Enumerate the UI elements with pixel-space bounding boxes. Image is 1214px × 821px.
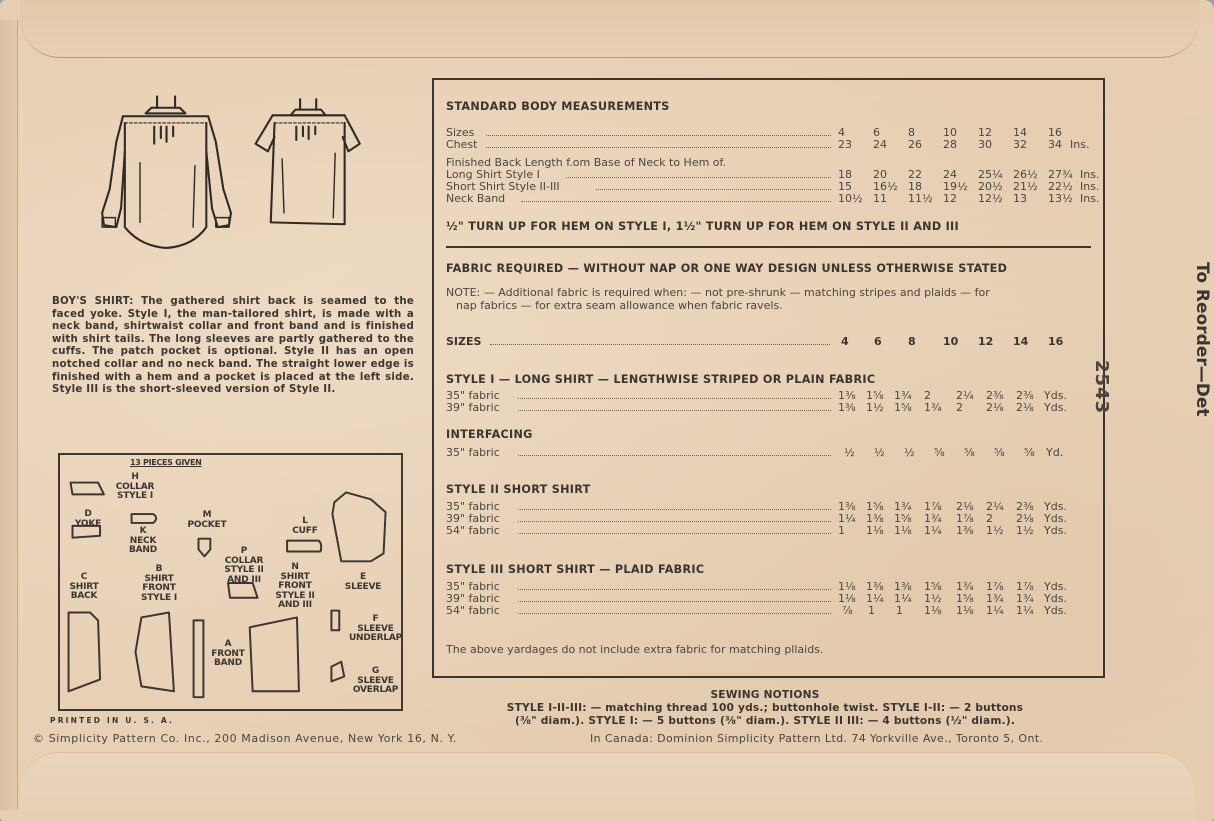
hem-note: ½" TURN UP FOR HEM ON STYLE I, 1½" TURN UP FOR HEM ON STYLE II AND III <box>446 220 959 233</box>
style1-row-35: 35" fabric 1⅜ 1⅝ 1¾ 2 2¼ 2⅜ 2⅜ Yds. <box>446 389 1067 402</box>
shirt-back-illustrations <box>80 85 380 265</box>
piece-label-c: C SHIRT BACK <box>69 572 99 601</box>
long-shirt-row: Long Shirt Style I 18 20 22 24 25¼ 26½ 27¾ Ins. <box>446 168 1100 181</box>
long-sleeve-shirt-drawing <box>102 96 231 248</box>
sizes-row: Sizes 4 6 8 10 12 14 16 <box>446 126 1062 139</box>
piece-label-g: G SLEEVE OVERLAP <box>352 666 399 695</box>
piece-label-p: P COLLAR STYLE II AND III <box>224 546 264 585</box>
neck-band-row: Neck Band 10½ 11 11½ 12 12½ 13 13½ Ins. <box>446 192 1100 205</box>
interfacing-title: INTERFACING <box>446 428 533 441</box>
style3-row-54: 54" fabric ⅞ 1 1 1⅛ 1⅛ 1¼ 1¼ Yds. <box>446 604 1067 617</box>
piece-label-b: B SHIRT FRONT STYLE I <box>140 564 178 603</box>
chest-row: Chest 23 24 26 28 30 32 34 Ins. <box>446 138 1090 151</box>
section-divider <box>446 246 1091 248</box>
style2-row-39: 39" fabric 1¼ 1⅜ 1⅝ 1¾ 1⅞ 2 2⅛ Yds. <box>446 512 1067 525</box>
style3-row-35: 35" fabric 1⅛ 1⅜ 1⅜ 1⅝ 1¾ 1⅞ 1⅞ Yds. <box>446 580 1067 593</box>
body-measurements-title: STANDARD BODY MEASUREMENTS <box>446 100 670 113</box>
envelope-bottom-flap <box>20 752 1195 821</box>
copyright-line: © Simplicity Pattern Co. Inc., 200 Madison Avenue, New York 16, N. Y. <box>33 732 457 745</box>
pattern-pieces-diagram <box>58 453 403 711</box>
sewing-notions <box>440 689 1090 728</box>
sewing-notions-line1: STYLE I-II-III: — matching thread 100 yds.; buttonhole twist. STYLE I-II: — 2 buttons <box>506 702 1024 714</box>
pattern-description: BOY'S SHIRT: The gathered shirt back is seamed to the faced yoke. Style I, the man-tailored shirt, is made with a neck band, shirtwaist collar and front band and is finished with shirt tails. The long sleeves are partly gathered to the cuffs. The patch pocket is optional. Style II has an open notched collar and no neck band. The straight lower edge is finished with a hem and a pocket is placed at the left side. Style III is the short-sleeved version of Style II. <box>52 296 414 396</box>
style1-row-39: 39" fabric 1⅜ 1½ 1⅝ 1¾ 2 2⅛ 2⅛ Yds. <box>446 401 1067 414</box>
back-length-caption: Finished Back Length f.om Base of Neck to Hem of. <box>446 156 727 169</box>
interfacing-row-35: 35" fabric ½ ½ ½ ⅝ ⅝ ⅝ ⅝ Yd. <box>446 446 1064 459</box>
style2-row-35: 35" fabric 1⅜ 1⅝ 1¾ 1⅞ 2⅛ 2¼ 2⅜ Yds. <box>446 500 1067 513</box>
piece-label-n: N SHIRT FRONT STYLE II AND III <box>275 562 315 610</box>
sewing-notions-line2: (⅜" diam.). STYLE I: — 5 buttons (⅜" diam.). STYLE II III: — 4 buttons (½" diam.). <box>514 715 1016 727</box>
sewing-notions-title: SEWING NOTIONS <box>710 689 820 701</box>
style3-title: STYLE III SHORT SHIRT — PLAID FABRIC <box>446 563 705 576</box>
piece-label-d: D YOKE <box>74 509 102 529</box>
reorder-text: To Reorder—Det <box>1192 262 1212 417</box>
style2-row-54: 54" fabric 1 1⅛ 1⅛ 1¼ 1⅜ 1½ 1½ Yds. <box>446 524 1067 537</box>
short-sleeve-shirt-drawing <box>256 99 360 224</box>
piece-label-l: L CUFF <box>292 516 318 536</box>
fabric-required-title: FABRIC REQUIRED — WITHOUT NAP OR ONE WAY DESIGN UNLESS OTHERWISE STATED <box>446 262 1008 275</box>
piece-label-k: K NECK BAND <box>128 526 158 555</box>
piece-label-e: E SLEEVE <box>344 572 382 592</box>
envelope-top-flap <box>20 0 1200 58</box>
style2-title: STYLE II SHORT SHIRT <box>446 483 591 496</box>
pattern-number: 2543 <box>1091 360 1112 415</box>
envelope-left-edge <box>0 20 18 810</box>
piece-label-h: H COLLAR STYLE I <box>115 472 155 501</box>
canada-address: In Canada: Dominion Simplicity Pattern Ltd. 74 Yorkville Ave., Toronto 5, Ont. <box>590 732 1044 745</box>
piece-label-m: M POCKET <box>187 510 227 530</box>
fabric-sizes-row: SIZES 4 6 8 10 12 14 16 <box>446 335 1064 348</box>
fabric-note: NOTE: — Additional fabric is required when: — not pre-shrunk — matching stripes and plaids — for nap fabrics — for extra seam allowance when fabric ravels. <box>446 286 990 312</box>
piece-label-f: F SLEEVE UNDERLAP <box>348 614 403 643</box>
yardage-footnote: The above yardages do not include extra fabric for matching pllaids. <box>446 643 824 656</box>
printed-in-usa: PRINTED IN U. S. A. <box>50 716 175 725</box>
pieces-given-title: 13 PIECES GIVEN <box>130 458 202 467</box>
short-shirt-row: Short Shirt Style II-III 15 16½ 18 19½ 20½ 21½ 22½ Ins. <box>446 180 1100 193</box>
measurements-and-yardage-chart <box>432 78 1105 678</box>
piece-label-a: A FRONT BAND <box>211 639 245 668</box>
style1-title: STYLE I — LONG SHIRT — LENGTHWISE STRIPED OR PLAIN FABRIC <box>446 373 876 386</box>
style3-row-39: 39" fabric 1⅛ 1¼ 1¼ 1½ 1⅝ 1¾ 1¾ Yds. <box>446 592 1067 605</box>
